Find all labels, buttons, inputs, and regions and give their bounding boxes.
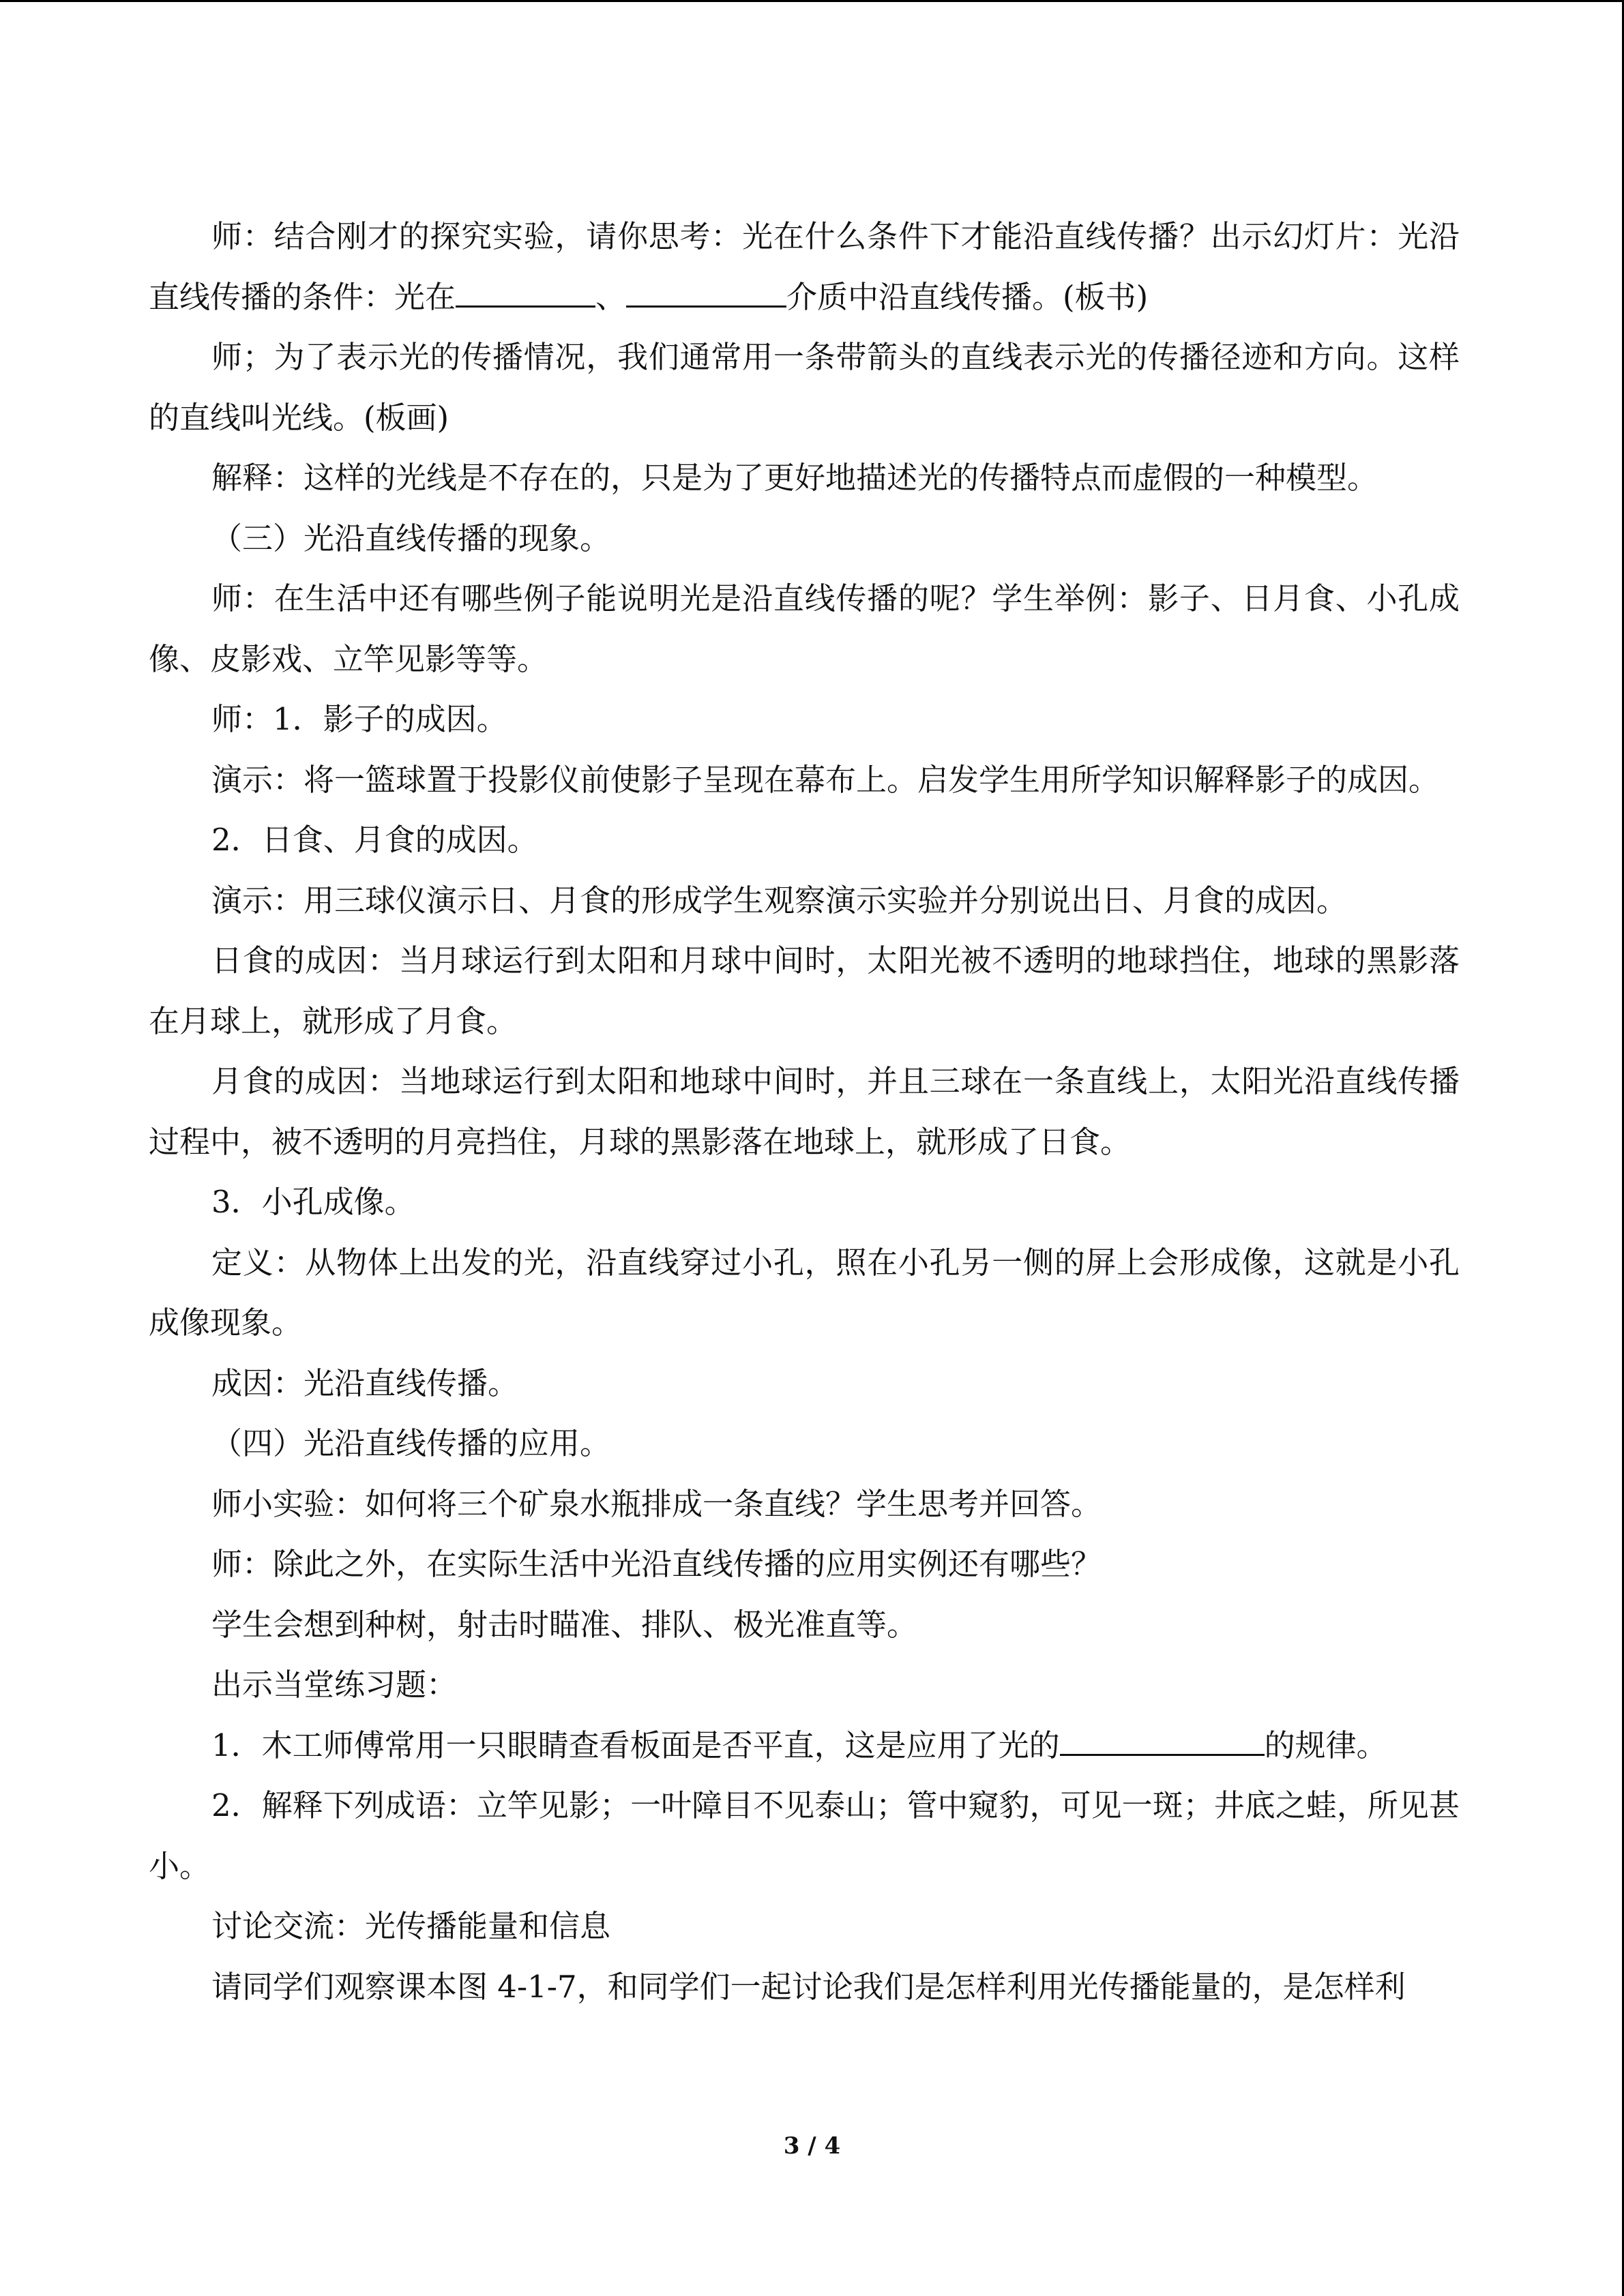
paragraph-light-ray: 师；为了表示光的传播情况，我们通常用一条带箭头的直线表示光的传播径迹和方向。这样的直线叫光线。(板画) <box>149 339 1460 436</box>
paragraph-shadow-demo: 演示：将一篮球置于投影仪前使影子呈现在幕布上。启发学生用所学知识解释影子的成因。 <box>211 761 1440 798</box>
paragraph-text: 1．木工师傅常用一只眼睛查看板面是否平直，这是应用了光的 <box>211 1727 1060 1763</box>
paragraph-pinhole-cause: 成因：光沿直线传播。 <box>211 1365 519 1401</box>
paragraph-eclipse-title: 2．日食、月食的成因。 <box>211 822 538 858</box>
section-heading-applications: （四）光沿直线传播的应用。 <box>211 1425 611 1461</box>
paragraph-student-answers: 学生会想到种树，射击时瞄准、排队、极光准直等。 <box>211 1606 918 1643</box>
paragraph-examples: 师：在生活中还有哪些例子能说明光是沿直线传播的呢？学生举例：影子、日月食、小孔成像、皮影戏、立竿见影等等。 <box>149 580 1460 677</box>
paragraph-solar-eclipse: 日食的成因：当月球运行到太阳和月球中间时，太阳光被不透明的地球挡住，地球的黑影落在月球上，就形成了月食。 <box>149 942 1460 1039</box>
paragraph-discussion: 请同学们观察课本图 4-1-7，和同学们一起讨论我们是怎样利用光传播能量的，是怎样利 <box>211 1968 1406 2005</box>
paragraph-exercise-2: 2．解释下列成语：立竿见影；一叶障目不见泰山；管中窥豹，可见一斑；井底之蛙，所见甚小。 <box>149 1787 1460 1884</box>
paragraph-exercise-1 <box>149 1716 1460 1776</box>
paragraph-discussion-heading: 讨论交流：光传播能量和信息 <box>211 1908 611 1944</box>
paragraph-exercise-heading: 出示当堂练习题： <box>211 1667 458 1703</box>
paragraph-eclipse-demo: 演示：用三球仪演示日、月食的形成学生观察演示实验并分别说出日、月食的成因。 <box>211 882 1348 919</box>
fill-in-blank <box>626 275 786 308</box>
paragraph-text: 师：结合刚才的探究实验，请你思考：光在什么条件下才能沿直线传播？出示幻灯片：光沿直线传播的条件：光在 <box>149 218 1460 315</box>
fill-in-blank <box>456 275 595 308</box>
page-number: 3 / 4 <box>783 2132 841 2160</box>
paragraph-text: 介质中沿直线传播。(板书) <box>786 278 1149 315</box>
section-heading-phenomena: （三）光沿直线传播的现象。 <box>211 520 611 556</box>
paragraph-application-question: 师：除此之外，在实际生活中光沿直线传播的应用实例还有哪些？ <box>211 1546 1102 1582</box>
paragraph-text: 的规律。 <box>1264 1727 1387 1763</box>
paragraph-text: 、 <box>595 278 627 315</box>
document-body <box>149 207 1460 2017</box>
paragraph-pinhole-title: 3．小孔成像。 <box>211 1184 415 1220</box>
paragraph-pinhole-definition: 定义：从物体上出发的光，沿直线穿过小孔，照在小孔另一侧的屏上会形成像，这就是小孔成像现象。 <box>149 1244 1460 1341</box>
paragraph-bottle-experiment: 师小实验：如何将三个矿泉水瓶排成一条直线？学生思考并回答。 <box>211 1485 1102 1522</box>
paragraph-condition-question <box>149 207 1460 327</box>
paragraph-explanation: 解释：这样的光线是不存在的，只是为了更好地描述光的传播特点而虚假的一种模型。 <box>211 460 1378 496</box>
fill-in-blank <box>1060 1723 1265 1756</box>
paragraph-shadow-title: 师：1．影子的成因。 <box>211 701 507 737</box>
paragraph-lunar-eclipse: 月食的成因：当地球运行到太阳和地球中间时，并且三球在一条直线上，太阳光沿直线传播过程中，被不透明的月亮挡住，月球的黑影落在地球上，就形成了日食。 <box>149 1063 1460 1160</box>
